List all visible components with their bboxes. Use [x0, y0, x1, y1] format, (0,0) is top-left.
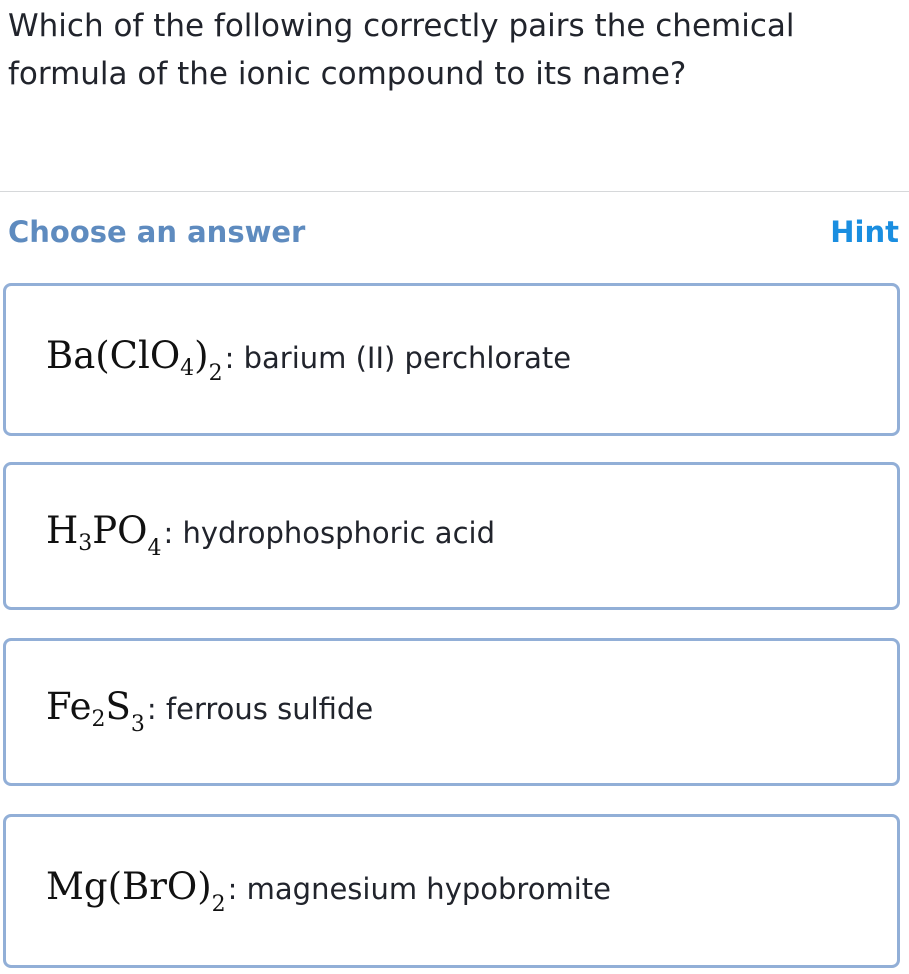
chemical-formula: $Fe_2S_3$: [46, 685, 145, 737]
answer-choice-3-content: [46, 685, 374, 737]
answer-choice-2[interactable]: [3, 462, 900, 610]
chemical-formula: $H_3PO_4$: [46, 509, 162, 561]
divider: [0, 191, 909, 192]
compound-name: : hydrophosphoric acid: [163, 516, 495, 550]
answer-choice-1[interactable]: [3, 283, 900, 436]
answer-choice-4-content: [46, 865, 611, 917]
answer-choice-4[interactable]: [3, 814, 900, 968]
chemical-formula: $Mg(BrO)_2$: [46, 865, 226, 917]
compound-name: : barium (II) perchlorate: [224, 341, 572, 375]
compound-name: : magnesium hypobromite: [227, 872, 611, 906]
question-text: Which of the following correctly pairs the chemical formula of the ionic compound to its name?: [8, 8, 795, 92]
compound-name: : ferrous sulfide: [146, 692, 374, 726]
hint-button[interactable]: Hint: [830, 215, 899, 249]
choose-answer-label: Choose an answer: [8, 215, 306, 249]
chemical-formula: $Ba(ClO_4)_2$: [46, 334, 223, 386]
answer-choice-3[interactable]: [3, 638, 900, 786]
answer-choice-2-content: [46, 509, 495, 561]
answer-choice-1-content: [46, 334, 572, 386]
